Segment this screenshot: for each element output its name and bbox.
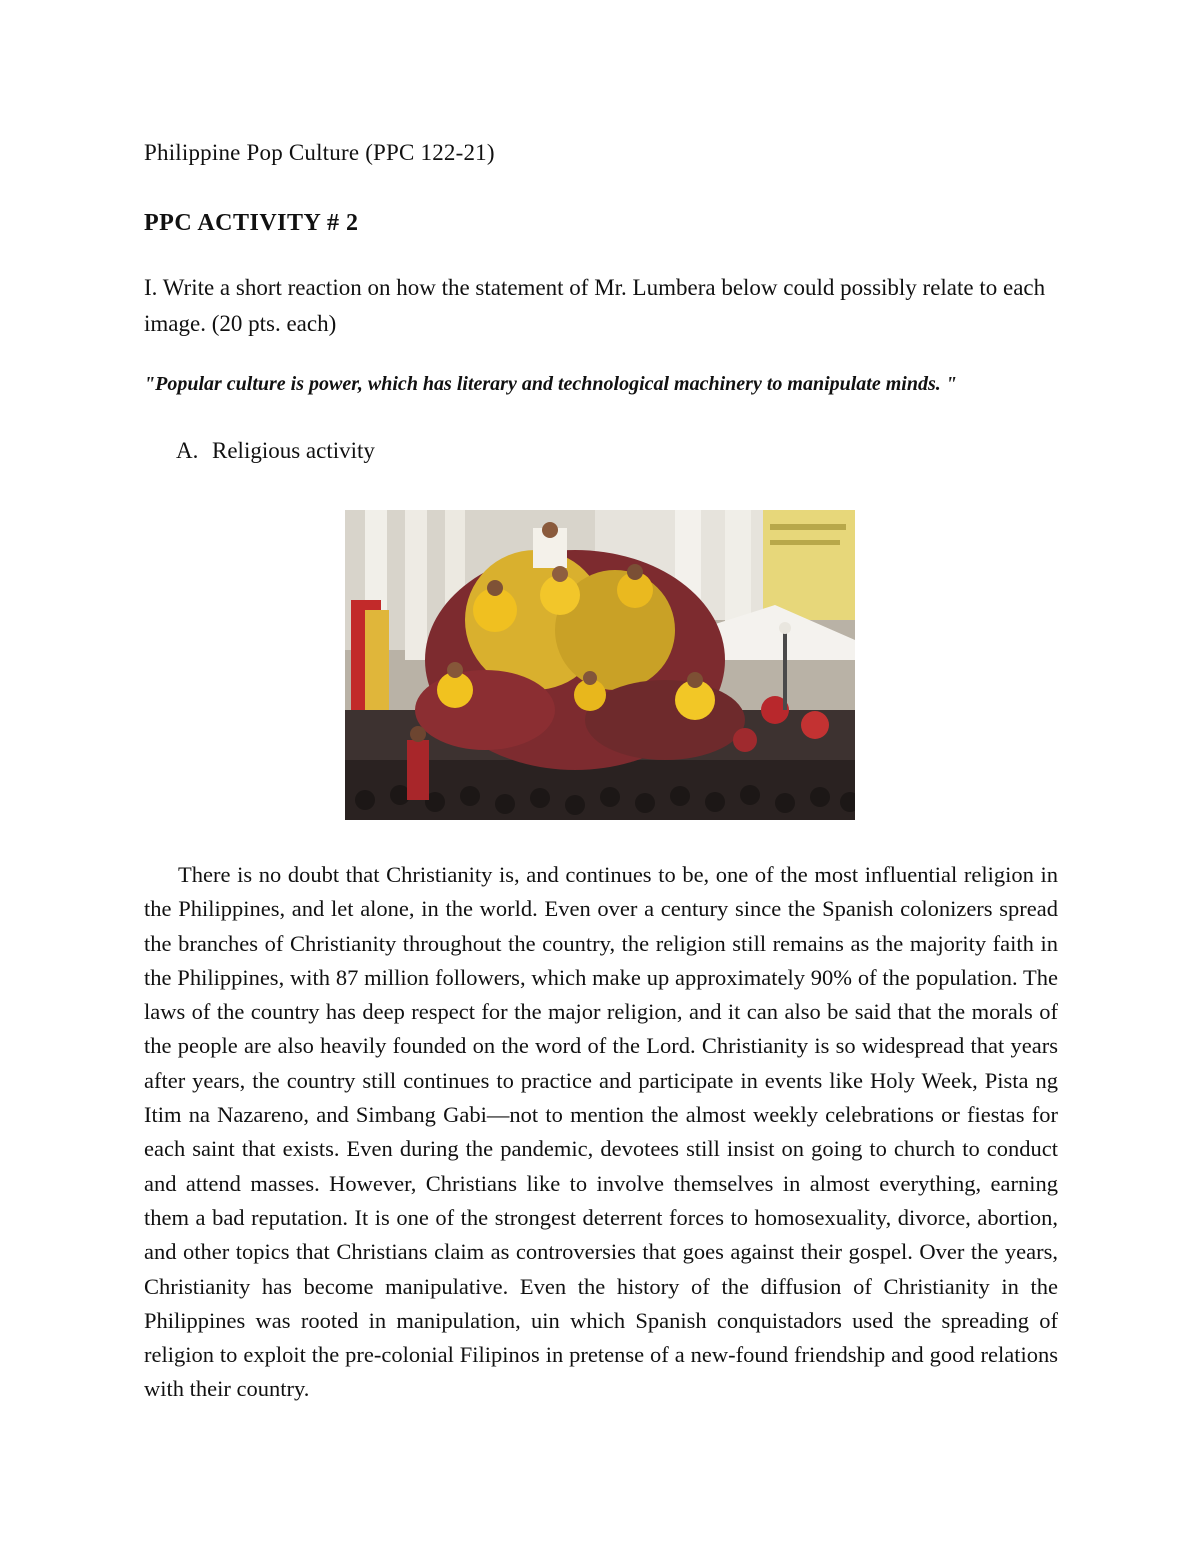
- activity-title: PPC ACTIVITY # 2: [144, 210, 359, 236]
- section-heading: [176, 438, 375, 464]
- reaction-paragraph: There is no doubt that Christianity is, and continues to be, one of the most influential religion in the Philippines, and let alone, in the world. Even over a century since the Spanish colonizers spread the branches of Christianity throughout the country, the religion still remains as the majority faith in the Philippines, with 87 million followers, which make up approximately 90% of the population. The laws of the country has deep respect for the major religion, and it can also be said that the morals of the people are also heavily founded on the word of the Lord. Christianity is so widespread that years after years, the country still continues to practice and participate in events like Holy Week, Pista ng Itim na Nazareno, and Simbang Gabi—not to mention the almost weekly celebrations or fiestas for each saint that exists. Even during the pandemic, devotees still insist on going to church to conduct and attend masses. However, Christians like to involve themselves in almost everything, earning them a bad reputation. It is one of the strongest deterrent forces to homosexuality, divorce, abortion, and other topics that Christians claim as controversies that goes against their gospel. Over the years, Christianity has become manipulative. Even the history of the diffusion of Christianity in the Philippines was rooted in manipulation, uin which Spanish conquistadors used the spreading of religion to exploit the pre-colonial Filipinos in pretense of a new-found friendship and good relations with their country.: [144, 862, 1058, 1402]
- crowd-procession-photo: [345, 510, 855, 820]
- instruction-text: I. Write a short reaction on how the statement of Mr. Lumbera below could possibly relate to each image. (20 pts. each): [144, 275, 1046, 336]
- course-title: Philippine Pop Culture (PPC 122-21): [144, 140, 495, 165]
- lumbera-quote: "Popular culture is power, which has literary and technological machinery to manipulate minds. ": [144, 373, 957, 395]
- section-label: Religious activity: [212, 438, 375, 463]
- section-marker: A.: [176, 438, 199, 463]
